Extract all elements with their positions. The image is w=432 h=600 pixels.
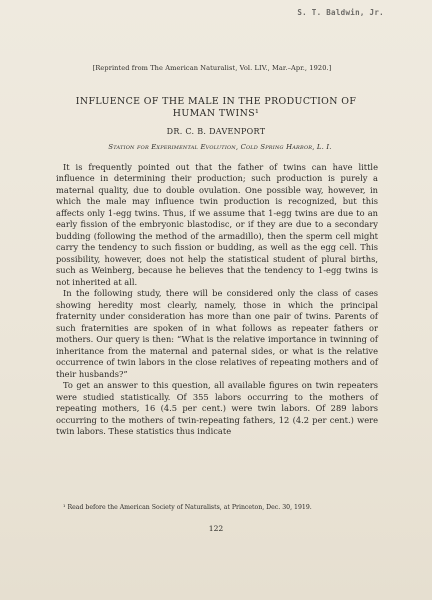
paragraph-3: To get an answer to this question, all available figures on twin repeaters were studied statistically. Of 355 labors occurring to the mothers of repeating mothers, 16 (4.5 per cent.) were twin labors. Of 289 labors occurring to the mothers of twin-repeating fathers, 12 (4.2 per cent.) were twin labors. These statistics thus indicate bbox=[56, 380, 378, 437]
article-body bbox=[56, 162, 378, 438]
author-affiliation: Station for Experimental Evolution, Cold Spring Harbor, L. I. bbox=[108, 143, 332, 151]
reprint-notice: [Reprinted from The American Naturalist, Vol. LIV., Mar.–Apr., 1920.] bbox=[92, 64, 332, 72]
article-title: INFLUENCE OF THE MALE IN THE PRODUCTION OF HUMAN TWINS¹ bbox=[75, 96, 357, 119]
paragraph-1: It is frequently pointed out that the father of twins can have little influence in determining their production; such production is purely a maternal quality, due to double ovulation. One possible way, however, in which the male may influence twin production is recognized, but this affects only 1-egg twins. Thus, if we assume that 1-egg twins are due to an early fission of the embryonic blastodisc, or if they are due to a secondary budding (following the method of the armadillo), then the sperm cell might carry the tendency to such fission or budding, as well as the egg cell. This possibility, however, does not help the statistical student of plural births, such as Weinberg, because he believes that the tendency to 1-egg twins is not inherited at all. bbox=[56, 162, 378, 287]
author-name: DR. C. B. DAVENPORT bbox=[166, 127, 266, 136]
owner-stamp: S. T. Baldwin, Jr. bbox=[297, 8, 384, 17]
page-number: 122 bbox=[208, 524, 224, 533]
footnote: ¹ Read before the American Society of Naturalists, at Princeton, Dec. 30, 1919. bbox=[63, 504, 312, 511]
paragraph-2: In the following study, there will be considered only the class of cases showing heredity most clearly, namely, those in which the principal fraternity under consideration has more than one pair of twins. Parents of such fraternities are spoken of in what follows as repeater fathers or mothers. Our query is then: “What is the relative importance in twinning of inheritance from the maternal and paternal sides, or what is the relative occurrence of twin labors in the close relatives of repeating mothers and of their husbands?” bbox=[56, 288, 378, 379]
